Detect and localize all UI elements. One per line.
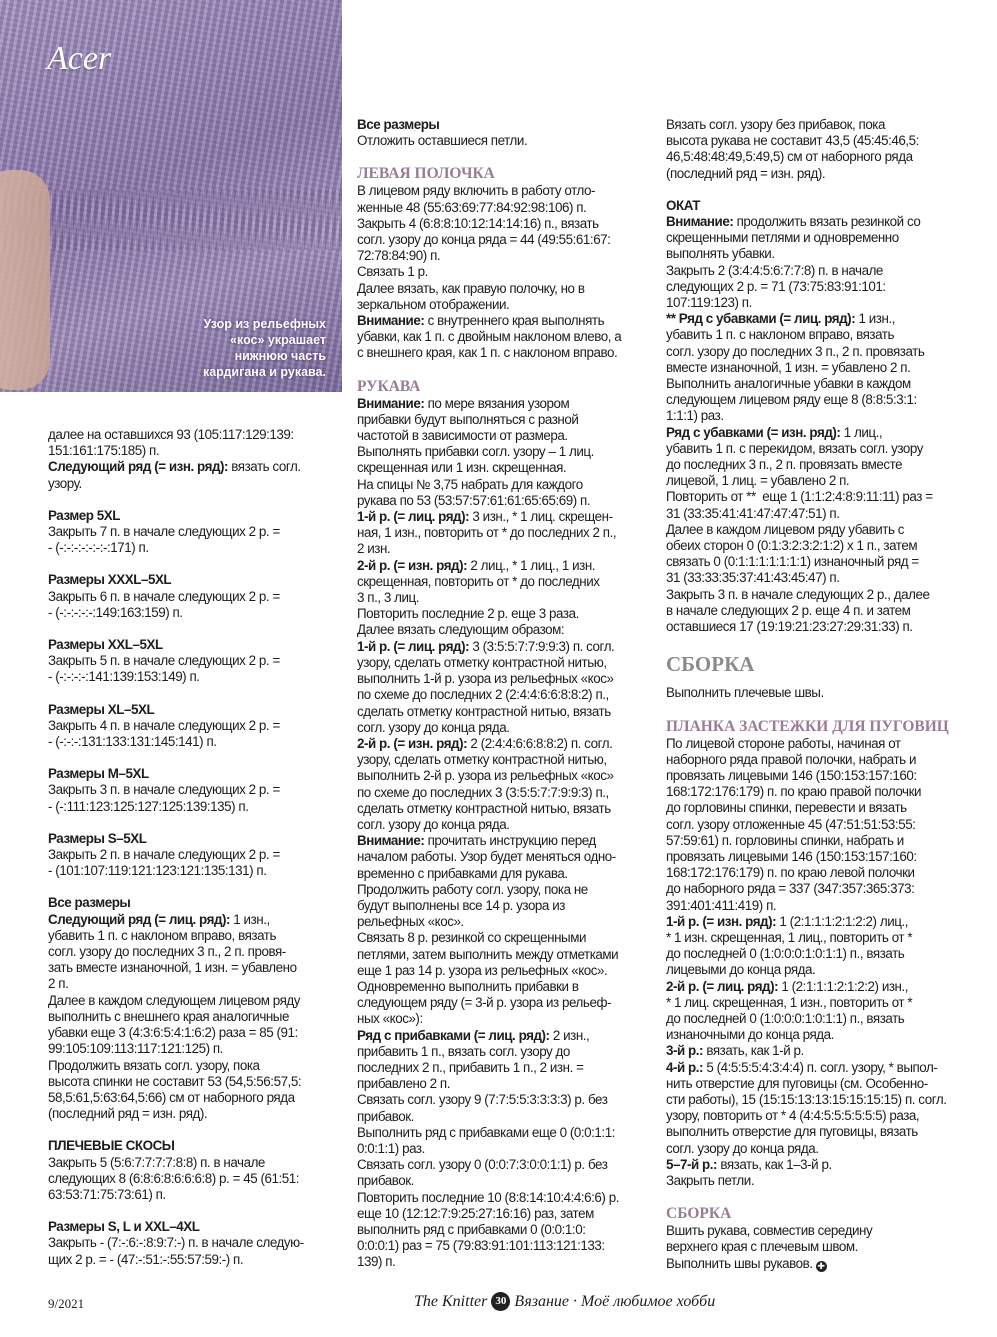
subheading: Все размеры <box>48 895 131 911</box>
paragraph-text: по мере вязания узором прибавки будут выполняться с разной частотой в зависимости от размера. Выполнять прибавки согл. узору – 1 лиц. скрещенная или 1 изн. скрещенная. На спицы № 3,75 набрать для каждого рукава по 53 (53:57:57:61:61:65:65:69) п. <box>357 395 594 508</box>
paragraph-text: Вшить рукава, совместив середину верхнего края с плечевым швом. Выполнить швы рукавов. <box>666 1223 873 1271</box>
paragraph <box>357 833 657 1027</box>
paragraph-text: продолжить вязать резинкой со скрещенными петлями и одновременно выполнять убавки. Закрыть 2 (3:4:4:5:6:7:7:8) п. в начале следующих 2 р. = 71 (73:75:83:91:101: 107:119:123) п. <box>666 214 921 311</box>
paragraph-text: с внутреннего края выполнять убавки, как 1 п. с двойным наклоном влево, а с внешнего края, как 1 п. с наклоном вправо. <box>357 313 622 361</box>
text-column-1 <box>48 427 348 1268</box>
section-heading: СБОРКА <box>666 1205 732 1223</box>
paragraph <box>48 912 348 993</box>
bold-label: 2-й р. (= изн. ряд): <box>357 735 468 751</box>
paragraph-text: Закрыть 4 п. в начале следующих 2 р. = - (-:-:-:131:133:131:145:141) п. <box>48 717 280 750</box>
section-heading: СБОРКА <box>666 652 755 677</box>
paragraph-text: В лицевом ряду включить в работу отло- женные 48 (55:63:69:77:84:92:98:106) п. Закрыть 4 (6:8:8:10:12:14:14:16) п., вязать согл. узору до конца ряда = 44 (49:55:61:67: 72:78:84:90) п. Связать 1 р. Далее вязать, как правую полочку, но в зеркальном отображении. <box>357 183 611 312</box>
bold-label: 3-й р.: <box>666 1043 704 1059</box>
issue-number: 9/2021 <box>48 1296 85 1311</box>
page-footer <box>414 1292 715 1311</box>
bold-label: 1-й р. (= лиц. ряд): <box>357 638 470 654</box>
bold-label: Внимание: <box>357 313 425 329</box>
paragraph <box>666 1157 966 1189</box>
paragraph <box>357 313 657 362</box>
paragraph <box>48 427 348 459</box>
subheading: Размеры XL–5XL <box>48 701 155 717</box>
paragraph <box>357 183 657 313</box>
paragraph-text: вязать, как 1-й р. <box>703 1043 804 1059</box>
paragraph <box>357 396 657 509</box>
bold-label: Внимание: <box>666 214 734 230</box>
paragraph-text: 1 (2:1:1:1:2:1:2:2) изн., * 1 лиц. скрещенная, 1 изн., повторить от * до последней 0 (1:0:0:0:1:0:1:1) п., вязать изнаночными до конца ряда. <box>666 978 913 1043</box>
subheading: Все размеры <box>357 117 440 132</box>
paragraph-text: 3 изн., * 1 лиц. скрещен- ная, 1 изн., повторить от * до последних 2 п., 2 изн. <box>357 509 617 557</box>
paragraph <box>48 589 348 621</box>
paragraph-text: 3 (3:5:5:7:7:9:9:3) п. согл. узору, сделать отметку контрастной нитью, выполнить 1-й р. узора из рельефных «кос» по схеме до последних 2 (2:4:4:6:6:8:8:2) п., сделать отметку контрастной нитью, вязать согл. узору до конца ряда. <box>357 638 615 735</box>
paragraph-text: далее на оставшихся 93 (105:117:129:139: 151:161:175:185) п. <box>48 427 294 459</box>
paragraph <box>666 685 966 701</box>
subheading: Размер 5XL <box>48 507 120 523</box>
paragraph-text: Закрыть 5 (5:6:7:7:7:7:8:8) п. в начале следующих 8 (6:8:6:8:6:6:6:8) р. = 45 (61:51: 63:53:71:75:73:61) п. <box>48 1154 300 1202</box>
paragraph <box>357 133 657 149</box>
text-column-3 <box>666 117 966 1272</box>
subheading: Размеры XXXL–5XL <box>48 572 172 588</box>
pattern-title: Acer <box>47 40 112 77</box>
paragraph-text: Закрыть - (7:-:6:-:8:9:7:-) п. в начале следую- щих 2 р. = - (47:-:51:-:55:57:59:-) п. <box>48 1235 304 1267</box>
sleeve-cuff-texture <box>0 190 342 250</box>
paragraph <box>48 524 348 556</box>
hand-image <box>0 170 50 390</box>
paragraph-text: 1 лиц., убавить 1 п. с перекидом, вязать согл. узору до последних 3 п., 2 п. провязать вместе лицевой, 1 лиц. = убавлено 2 п. Повторить от ** еще 1 (1:1:2:4:8:9:11:11) раз = 31 (33:35:41:41:47:47:47:51) п. Далее в каждом лицевом ряду убавить с обеих сторон 0 (0:1:3:2:3:2:1:2) x 1 п., затем связать 0 (0:1:1:1:1:1:1:1) изнаночный ряд = 31 (33:33:35:37:41:43:45:47) п. Закрыть 3 п. в начале следующих 2 р., далее в начале следующих 2 р. еще 4 п. и затем оставшиеся 17 (19:19:21:23:27:29:31:33) п. <box>666 424 933 635</box>
section-heading: ПЛАНКА ЗАСТЕЖКИ ДЛЯ ПУГОВИЦ <box>666 717 949 735</box>
paragraph <box>666 214 966 311</box>
paragraph <box>48 1235 348 1267</box>
paragraph <box>666 117 966 182</box>
paragraph <box>357 1028 657 1271</box>
subheading: ПЛЕЧЕВЫЕ СКОСЫ <box>48 1138 175 1154</box>
subheading: Размеры S, L и XXL–4XL <box>48 1219 200 1235</box>
paragraph-text: Далее в каждом следующем лицевом ряду выполнить с внешнего края аналогичные убавки еще 3 (4:3:6:5:4:1:6:2) раза = 85 (91: 99:105:109:113:117:121:125) п. <box>48 992 300 1057</box>
paragraph-text: По лицевой стороне работы, начиная от наборного ряда правой полочки, набрать и провязать лицевыми 146 (150:153:157:160: 168:172:176:179) п. по краю правой полочки до горловины спинки, перевести и вязать согл. узору отложенные 45 (47:51:51:53:55: 57:59:61) п. горловины спинки, набрать и провязать лицевыми 146 (150:153:157:160: 168:172:176:179) п. по краю левой полочки до наборного ряда = 337 (347:357:365:373: 391:401:411:419) п. <box>666 735 922 913</box>
paragraph-text: 1 (2:1:1:1:2:1:2:2) лиц., * 1 изн. скрещенная, 1 лиц., повторить от * до последней 0 (1:0:0:0:1:0:1:1) п., вязать лицевыми до конца ряда. <box>666 913 913 978</box>
paragraph-text: Вязать согл. узору без прибавок, пока высота рукава не составит 43,5 (45:45:46,5: 46,5:48:48:49,5:49,5) см от наборного ряда (последний ряд = изн. ряд). <box>666 117 919 181</box>
paragraph <box>357 736 657 833</box>
bold-label: Ряд с прибавками (= лиц. ряд): <box>357 1027 550 1043</box>
paragraph <box>666 1060 966 1157</box>
bold-label: Внимание: <box>357 395 425 411</box>
photo-caption: Узор из рельефных «кос» украшает нижнюю часть кардигана и рукава. <box>202 317 326 379</box>
subheading: Размеры S–5XL <box>48 830 147 846</box>
paragraph <box>48 459 348 491</box>
paragraph-text: 1 изн., убавить 1 п. с наклоном вправо, вязать согл. узору до последних 3 п., 2 п. провязать вместе изнаночной, 1 изн. = убавлено 2 п. Выполнить аналогичные убавки в каждом следующем лицевом ряду еще 8 (8:8:5:3:1: 1:1:1) раз. <box>666 311 925 424</box>
page-number: 30 <box>491 1292 510 1311</box>
paragraph <box>48 1058 348 1123</box>
bold-label: 1-й р. (= изн. ряд): <box>666 913 777 929</box>
cardigan-photo <box>0 0 342 392</box>
paragraph-text: 2 (2:4:4:6:6:8:8:2) п. согл. узору, сделать отметку контрастной нитью, выполнить 2-й р. узора из рельефных «кос» по схеме до последних 3 (3:5:5:7:7:9:9:3) п., сделать отметку контрастной нитью, вязать согл. узору до конца ряда. <box>357 735 614 832</box>
paragraph-text: Выполнить плечевые швы. <box>666 685 824 701</box>
bold-label: ** Ряд с убавками (= лиц. ряд): <box>666 311 856 327</box>
paragraph-text: вязать согл. узору. <box>48 459 301 491</box>
paragraph <box>666 425 966 636</box>
magazine-subtitle: Вязание · Моё любимое хобби <box>514 1292 716 1310</box>
magazine-name: The Knitter <box>414 1292 488 1310</box>
paragraph <box>48 718 348 750</box>
end-mark-icon: ✚ <box>817 1260 825 1271</box>
paragraph-text: Закрыть 3 п. в начале следующих 2 р. = - (-:111:123:125:127:125:139:135) п. <box>48 782 280 814</box>
paragraph-text: Отложить оставшиеся петли. <box>357 133 528 149</box>
subheading: ОКАТ <box>666 197 700 213</box>
section-heading: РУКАВА <box>357 377 421 395</box>
paragraph <box>357 639 657 736</box>
paragraph-text: Продолжить вязать согл. узору, пока высота спинки не составит 53 (54,5:56:57,5: 58,5:61,5:63:64,5:66) см от наборного ряда (последний ряд = изн. ряд). <box>48 1057 302 1122</box>
paragraph-text: Закрыть 6 п. в начале следующих 2 р. = - (-:-:-:-:-:149:163:159) п. <box>48 588 280 620</box>
paragraph <box>357 558 657 639</box>
bold-label: Следующий ряд (= изн. ряд): <box>48 459 229 475</box>
paragraph-text: 2 изн., прибавить 1 п., вязать согл. узору до последних 2 п., прибавить 1 п., 2 изн. = прибавлено 2 п. Связать согл. узору 9 (7:7:5:5:3:3:3:3) р. без прибавок. Выполнить ряд с прибавками еще 0 (0:0:1:1: 0:0:1:1) раз. Связать согл. узору 0 (0:0:7:3:0:0:1:1) р. без прибавок. Повторить последние 10 (8:8:14:10:4:4:6:6) р. еще 10 (12:12:7:9:25:27:16:16) раз, затем выполнить ряд с прибавками 0 (0:0:1:0: 0:0:0:1) раз = 75 (79:83:91:101:113:121:133: 139) п. <box>357 1027 619 1270</box>
bold-label: 4-й р.: <box>666 1059 704 1075</box>
subheading: Размеры XXL–5XL <box>48 637 163 653</box>
paragraph <box>48 653 348 685</box>
paragraph-text: прочитать инструкцию перед началом работы. Узор будет меняться одно- временно с прибавками для рукава. Продолжить работу согл. узору, пока не будут выполнены все 14 р. узора из рельефных «кос». Связать 8 р. резинкой со скрещенными петлями, затем выполнить между отметками еще 1 раз 14 р. узора из рельефных «кос». Одновременно выполнить прибавки в следующем ряду (= 3-й р. узора из рельеф- ных «кос»): <box>357 833 619 1027</box>
paragraph <box>48 847 348 879</box>
bold-label: 5–7-й р.: <box>666 1156 718 1172</box>
paragraph-text: 2 лиц., * 1 лиц., 1 изн. скрещенная, повторить от * до последних 3 п., 3 лиц. Повторить последние 2 р. еще 3 раза. Далее вязать следующим образом: <box>357 557 600 638</box>
section-heading: ЛЕВАЯ ПОЛОЧКА <box>357 165 495 183</box>
paragraph <box>666 311 966 424</box>
paragraph <box>357 509 657 558</box>
paragraph <box>48 1155 348 1204</box>
paragraph <box>666 1223 966 1272</box>
paragraph-text: 5 (4:5:5:5:4:3:4:4) п. согл. узору, * выпол- нить отверстие для пуговицы (см. Особенно- сти работы), 15 (15:15:13:13:15:15:15:15) п. согл. узору, повторить от * 4 (4:4:5:5:5:5:5:5) раза, выполнить отверстие для пуговицы, вязать согл. узору до конца ряда. <box>666 1059 947 1156</box>
paragraph-text: Закрыть 5 п. в начале следующих 2 р. = - (-:-:-:-:141:139:153:149) п. <box>48 653 280 685</box>
paragraph-text: Закрыть 2 п. в начале следующих 2 р. = - (101:107:119:121:123:121:135:131) п. <box>48 847 280 879</box>
bold-label: 2-й р. (= изн. ряд): <box>357 557 468 573</box>
paragraph <box>666 914 966 979</box>
bold-label: 1-й р. (= лиц. ряд): <box>357 509 470 525</box>
text-column-2 <box>357 117 657 1271</box>
paragraph <box>666 736 966 914</box>
paragraph <box>48 782 348 814</box>
paragraph <box>666 979 966 1044</box>
paragraph-text: 1 изн., убавить 1 п. с наклоном вправо, вязать согл. узору до последних 3 п., 2 п. провя- зать вместе изнаночной, 1 изн. = убавлено 2 п. <box>48 911 297 992</box>
paragraph-text: Закрыть 7 п. в начале следующих 2 р. = - (-:-:-:-:-:-:-:171) п. <box>48 524 280 556</box>
bold-label: Следующий ряд (= лиц. ряд): <box>48 911 231 927</box>
paragraph-text: вязать, как 1–3-й р. Закрыть петли. <box>666 1156 832 1188</box>
paragraph <box>666 1043 966 1059</box>
bold-label: Ряд с убавками (= изн. ряд): <box>666 424 841 440</box>
bold-label: Внимание: <box>357 833 425 849</box>
paragraph <box>48 993 348 1058</box>
bold-label: 2-й р. (= лиц. ряд): <box>666 978 779 994</box>
subheading: Размеры M–5XL <box>48 766 149 782</box>
